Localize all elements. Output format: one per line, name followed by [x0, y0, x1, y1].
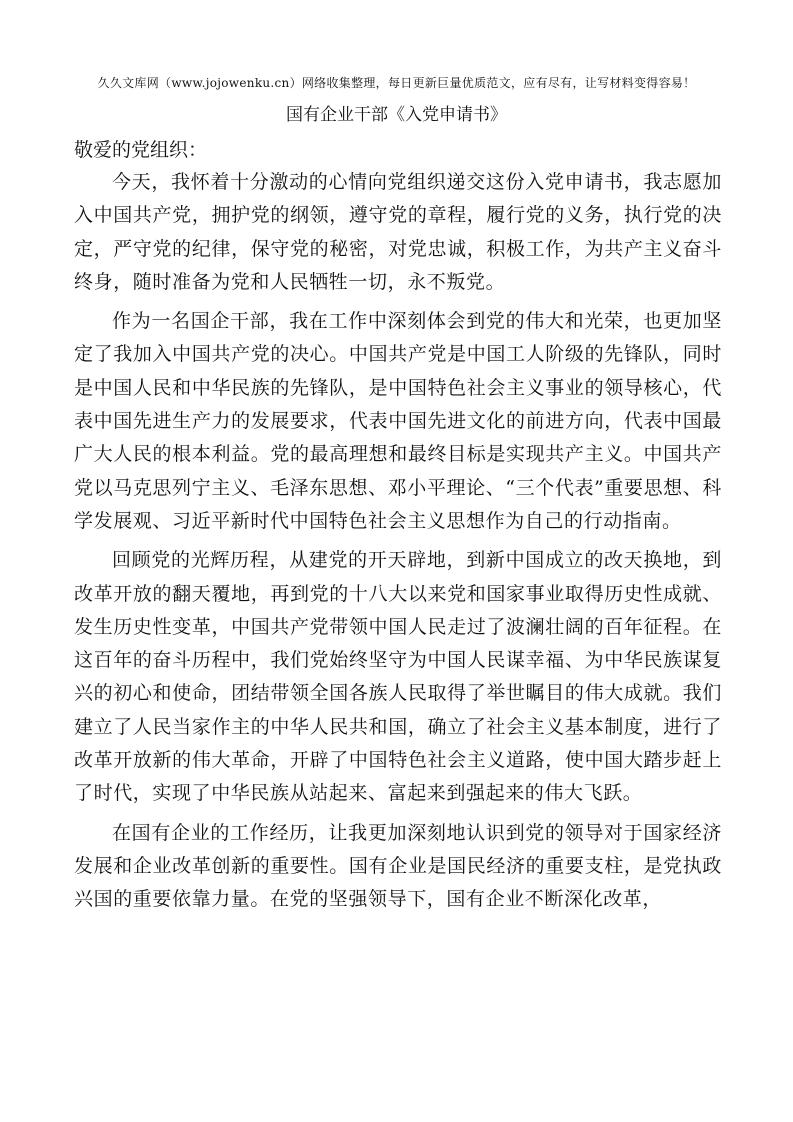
body-paragraph-2: 作为一名国企干部，我在工作中深刻体会到党的伟大和光荣，也更加坚定了我加入中国共产党的决心。中国共产党是中国工人阶级的先锋队，同时是中国人民和中华民族的先锋队，是中国特色社会主义事业的领导核心，代表中国先进生产力的发展要求，代表中国先进文化的前进方向，代表中国最广大人民的根本利益。党的最高理想和最终目标是实现共产主义。中国共产党以马克思列宁主义、毛泽东思想、邓小平理论、“三个代表”重要思想、科学发展观、习近平新时代中国特色社会主义思想作为自己的行动指南。 [74, 310, 722, 532]
body-paragraph-1: 今天，我怀着十分激动的心情向党组织递交这份入党申请书，我志愿加入中国共产党，拥护党的纲领，遵守党的章程，履行党的义务，执行党的决定，严守党的纪律，保守党的秘密，对党忠诚，积极工作，为共产主义奋斗终身，随时准备为党和人民牺牲一切，永不叛党。 [74, 171, 722, 293]
body-paragraph-3: 回顾党的光辉历程，从建党的开天辟地，到新中国成立的改天换地，到改革开放的翻天覆地，再到党的十八大以来党和国家事业取得历史性成就、发生历史性变革，中国共产党带领中国人民走过了波澜壮阔的百年征程。在这百年的奋斗历程中，我们党始终坚守为中国人民谋幸福、为中华民族谋复兴的初心和使命，团结带领全国各族人民取得了举世瞩目的伟大成就。我们建立了人民当家作主的中华人民共和国，确立了社会主义基本制度，进行了改革开放新的伟大革命，开辟了中国特色社会主义道路，使中国大踏步赶上了时代，实现了中华民族从站起来、富起来到强起来的伟大飞跃。 [74, 549, 722, 805]
document-title: 国有企业干部《入党申请书》 [286, 105, 507, 125]
document-body [74, 134, 722, 923]
page-header-source-note: 久久文库网（www.jojowenku.cn）网络收集整理，每日更新巨量优质范文，应有尽有，让写材料变得容易！ [97, 76, 696, 90]
salutation: 敬爱的党组织： [74, 139, 208, 161]
body-paragraph-4: 在国有企业的工作经历，让我更加深刻地认识到党的领导对于国家经济发展和企业改革创新的重要性。国有企业是国民经济的重要支柱，是党执政兴国的重要依靠力量。在党的坚强领导下，国有企业不断深化改革， [74, 821, 722, 911]
